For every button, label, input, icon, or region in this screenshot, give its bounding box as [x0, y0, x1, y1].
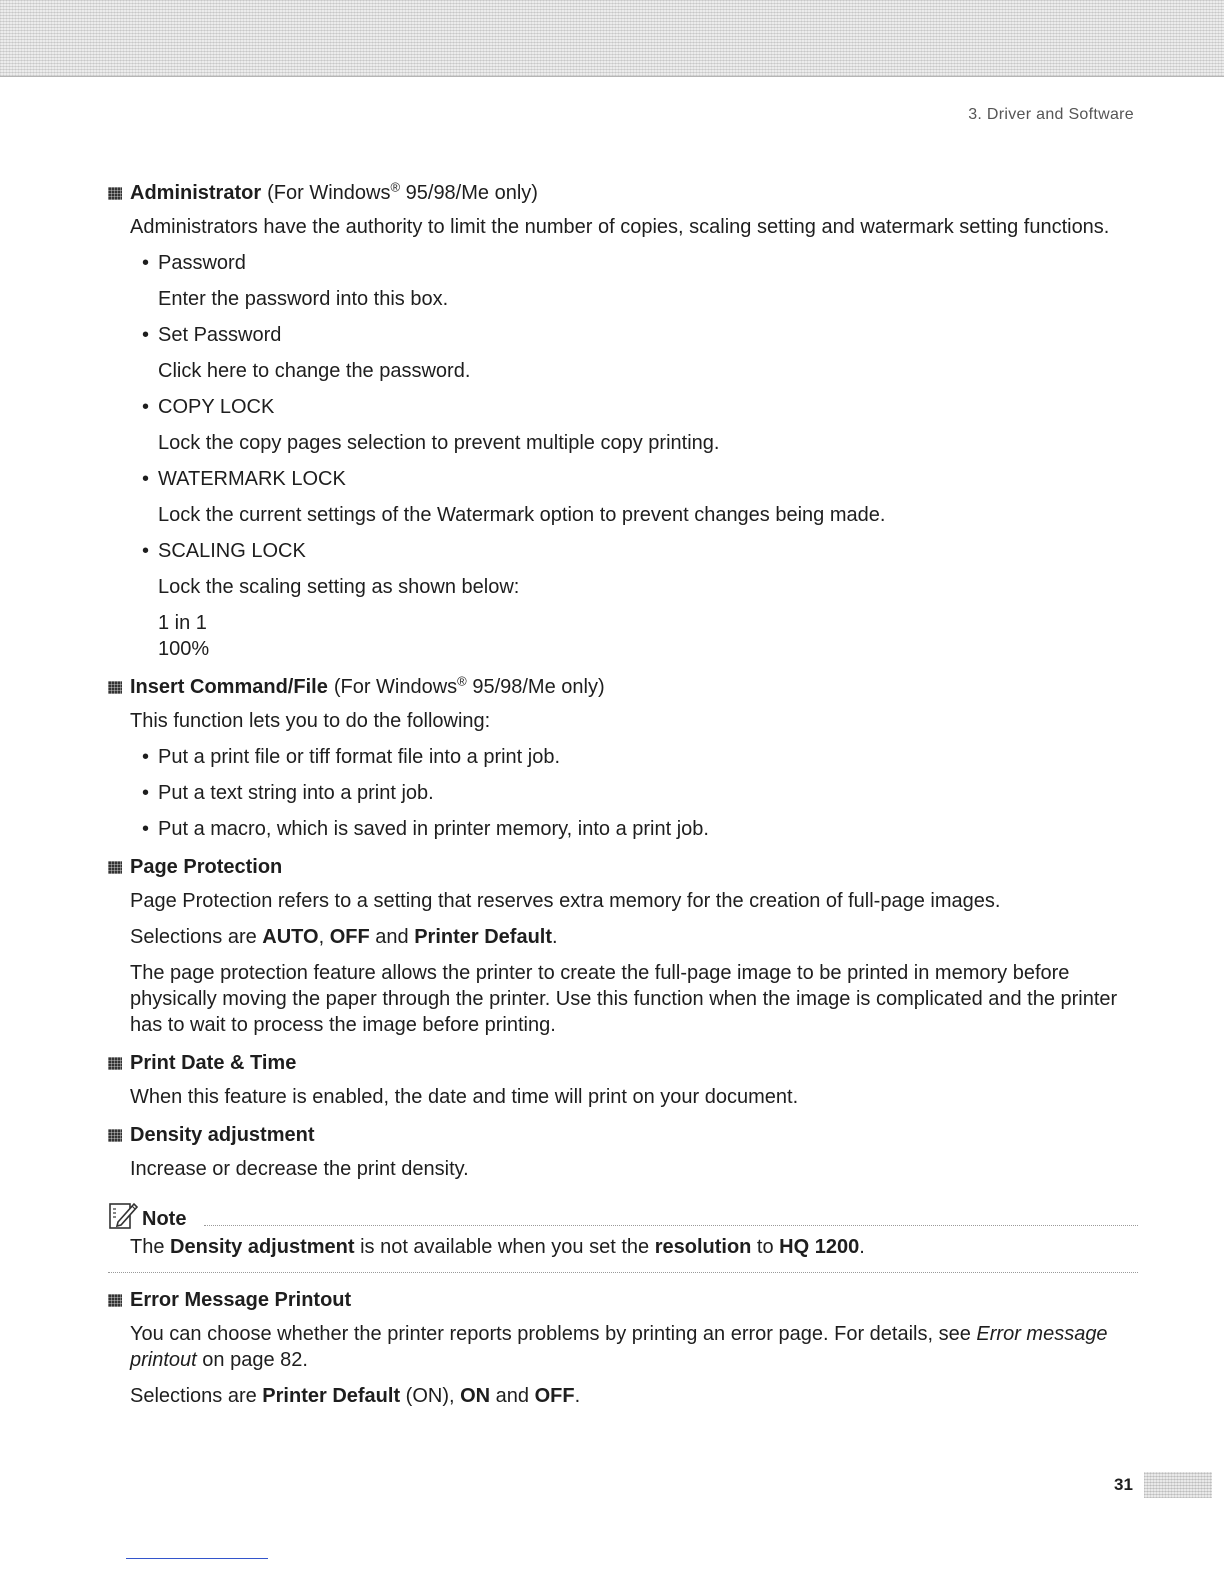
heading-title: Insert Command/File: [130, 676, 328, 698]
section-heading-page-protection: [108, 852, 1138, 882]
section-heading-density: [108, 1120, 1138, 1150]
square-bullet-icon: [108, 187, 122, 200]
footer-rule: [126, 1558, 268, 1559]
list-item-description: Click here to change the password.: [158, 360, 471, 382]
cross-reference-link[interactable]: Error message printout: [130, 1323, 1108, 1371]
list-item-description: Lock the current settings of the Watermark option to prevent changes being made.: [158, 504, 886, 526]
note-text: The Density adjustment is not available when you set the resolution to HQ 1200.: [108, 1234, 1138, 1273]
page-number: 31: [1114, 1475, 1133, 1494]
note-label: Note: [142, 1208, 187, 1230]
heading-suffix: (For Windows® 95/98/Me only): [333, 673, 605, 698]
bullet-dot: •: [142, 324, 150, 346]
note-pencil-icon: [108, 1200, 140, 1230]
list-item-label: WATERMARK LOCK: [158, 468, 346, 490]
square-bullet-icon: [108, 1129, 122, 1142]
bullet-dot: •: [142, 252, 150, 274]
bullet-dot: •: [142, 540, 150, 562]
list-item-description: Lock the scaling setting as shown below:: [158, 576, 520, 598]
section-heading-print-date: [108, 1048, 1138, 1078]
list-item: [142, 744, 1138, 770]
square-bullet-icon: [108, 681, 122, 694]
heading-title: Page Protection: [130, 856, 283, 878]
section-heading-error-message: [108, 1285, 1138, 1315]
list-item-label: Put a text string into a print job.: [158, 782, 434, 804]
heading-title: Administrator: [130, 182, 262, 204]
paragraph: Administrators have the authority to limit the number of copies, scaling setting and watermark setting functions.: [130, 216, 1110, 238]
section-heading-insert-command: [108, 672, 1138, 702]
bullet-dot: •: [142, 818, 150, 840]
list-item-description: Lock the copy pages selection to prevent multiple copy printing.: [158, 432, 720, 454]
paragraph: The page protection feature allows the printer to create the full-page image to be printed in memory before physically moving the paper through the printer. Use this function when the image is complicated and the printer has to wait to process the image before printing.: [130, 962, 1118, 1036]
list-item: [142, 780, 1138, 806]
list-item-description: Enter the password into this box.: [158, 288, 449, 310]
list-item-label: COPY LOCK: [158, 396, 275, 418]
list-item-label: Set Password: [158, 324, 282, 346]
chapter-title: 3. Driver and Software: [968, 106, 1134, 123]
list-item: [142, 538, 1138, 564]
note-dotted-rule: [204, 1225, 1138, 1226]
bullet-dot: •: [142, 782, 150, 804]
heading-title: Density adjustment: [130, 1124, 315, 1146]
heading-suffix: (For Windows® 95/98/Me only): [267, 179, 538, 204]
list-item: [142, 322, 1138, 348]
heading-title: Error Message Printout: [130, 1289, 352, 1311]
square-bullet-icon: [108, 1057, 122, 1070]
paragraph: You can choose whether the printer reports problems by printing an error page. For details, see Error message printout on page 82.: [130, 1323, 1108, 1371]
selections-line: Selections are AUTO, OFF and Printer Default.: [130, 926, 558, 948]
note-header: [108, 1200, 1138, 1230]
list-item: [142, 250, 1138, 276]
list-item-label: Put a macro, which is saved in printer memory, into a print job.: [158, 818, 709, 840]
paragraph: When this feature is enabled, the date and time will print on your document.: [130, 1086, 799, 1108]
list-item: [142, 816, 1138, 842]
paragraph: Page Protection refers to a setting that reserves extra memory for the creation of full-page images.: [130, 890, 1001, 912]
page-number-pattern-band: [1144, 1472, 1212, 1498]
page-content: [108, 178, 1138, 1419]
header-pattern-band: [0, 0, 1224, 77]
scaling-value: 100%: [158, 638, 210, 660]
paragraph: Increase or decrease the print density.: [130, 1158, 469, 1180]
paragraph: This function lets you to do the following:: [130, 710, 491, 732]
square-bullet-icon: [108, 1294, 122, 1307]
list-item-label: SCALING LOCK: [158, 540, 306, 562]
list-item: [142, 394, 1138, 420]
bullet-dot: •: [142, 746, 150, 768]
note-box: [108, 1200, 1138, 1273]
heading-title: Print Date & Time: [130, 1052, 297, 1074]
scaling-value: 1 in 1: [158, 612, 207, 634]
list-item: [142, 466, 1138, 492]
square-bullet-icon: [108, 861, 122, 874]
bullet-dot: •: [142, 396, 150, 418]
selections-line: Selections are Printer Default (ON), ON and OFF.: [130, 1385, 581, 1407]
list-item-label: Password: [158, 252, 246, 274]
bullet-dot: •: [142, 468, 150, 490]
section-heading-administrator: [108, 178, 1138, 208]
list-item-label: Put a print file or tiff format file into a print job.: [158, 746, 561, 768]
